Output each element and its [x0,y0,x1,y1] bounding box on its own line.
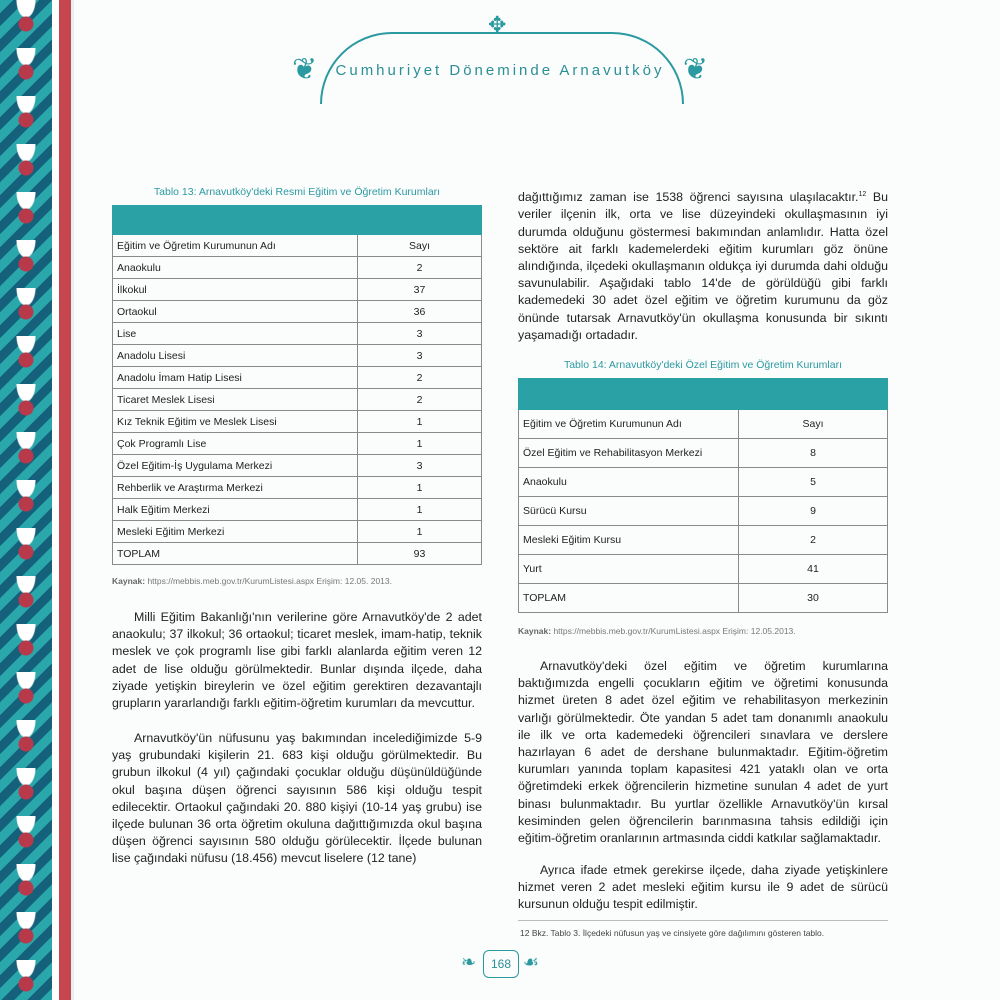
row-name: TOPLAM [113,543,358,565]
footnote-ref: 12 [858,191,867,198]
left-paragraph-1: Milli Eğitim Bakanlığı'nın verilerine göre Arnavutköy'de 2 adet anaokulu; 37 ilkokul; 36 ortaokul; ticaret meslek, imam-hatip, teknik meslek ve çok programlı lise gibi farklı alanlarda eğitim veren 12 adet de lise olduğu görülmektedir. Bunlar dışında ilçede, daha ziyade yetişkin bireylerin ve özel eğitim gerektiren dezavantajlı grupların yararlandığı farklı eğitim-öğretim kurumları da mevcuttur. [112,610,482,711]
page-number-ornament [455,944,545,984]
row-count: 2 [358,389,482,411]
row-count: 2 [358,257,482,279]
table-row [519,468,888,497]
column-header: Sayı [358,235,482,257]
row-count: 1 [358,433,482,455]
source-label: Kaynak: [518,626,552,636]
row-name: Kız Teknik Eğitim ve Meslek Lisesi [113,411,358,433]
right-paragraph-1: Arnavutköy'deki özel eğitim ve öğretim kurumlarına baktığımızda engelli çocukların eğitim ve öğretimi konusunda hizmet üreten 8 adet özel eğitim ve rehabilitasyon merkezinin varlığı görülmektedir. Öte yandan 5 adet tam donanımlı anaokulu ile ilk ve orta kademedeki öğrencileri sınavlara ve derslere hazırlayan 6 adet de dershane bulunmaktadır. Eğitim-öğretim kurumları yanında toplam kapasitesi 421 yataklı olan ve orta öğretimdeki erkek öğrencilerin hizmetine sunulan 4 adet de yurt binası bulunmaktadır. Bu yurtlar özellikle Arnavutköy'ün kırsal kesiminden gelen öğrencilerin barınmasına tahsis edildiği için eğitim-öğretim oranlarının artmasında ciddi katkılar sağlamaktadır. [518,659,888,846]
table13-source [112,576,392,586]
table-total-row [113,543,482,565]
table-row [113,323,482,345]
page-number: 168 [483,950,519,978]
table14 [518,378,888,613]
row-count: 1 [358,521,482,543]
row-name: Çok Programlı Lise [113,433,358,455]
row-name: Halk Eğitim Merkezi [113,499,358,521]
decorative-border-pattern [0,0,52,1000]
row-name: Özel Eğitim ve Rehabilitasyon Merkezi [519,439,739,468]
row-name: Rehberlik ve Araştırma Merkezi [113,477,358,499]
table13-title: Tablo 13: Arnavutköy'deki Resmi Eğitim ve Öğretim Kurumları [153,186,441,198]
table13 [112,205,482,565]
row-count: 93 [358,543,482,565]
row-count: 1 [358,411,482,433]
table-header-band [113,206,482,235]
border-stripe [71,0,74,1000]
row-name: Özel Eğitim-İş Uygulama Merkezi [113,455,358,477]
header-left-ornament-icon: ❦ [292,53,318,86]
table-row [113,455,482,477]
border-stripe-red [59,0,71,1000]
table14-title: Tablo 14: Arnavutköy'deki Özel Eğitim ve Öğretim Kurumları [563,359,843,371]
row-name: Anadolu İmam Hatip Lisesi [113,367,358,389]
row-name: Anadolu Lisesi [113,345,358,367]
page-number-right-ornament-icon: ☙ [522,952,539,972]
row-name: Ticaret Meslek Lisesi [113,389,358,411]
page-number-left-ornament-icon: ❧ [461,952,477,972]
border-stripe [52,0,59,1000]
paragraph-text: Bu veriler ilçenin ilk, orta ve lise düzeyindeki okullaşmasının iyi durumda olduğunu göstermesi bakımından anlamlıdır. Hatta özel sektöre ait farklı kademelerdeki eğitim kurumları göz önüne alındığında, ilçedeki okullaşmanın oldukça iyi durumda dahi olduğu savunulabilir. Aşağıdaki tablo 14'de de görüldüğü gibi farklı kademedeki 30 adet özel eğitim ve öğretim kurumunu da göz önünde tutarsak Arnavutköy'ün okullaşma konusunda bir sıkıntı yaşamadığı ortadadır. [518,190,888,342]
header-top-ornament-icon: ✥ [488,12,507,37]
right-paragraph-0 [518,186,888,344]
table-header-row [519,410,888,439]
row-name: Anaokulu [113,257,358,279]
row-name: TOPLAM [519,584,739,613]
left-paragraph-2: Arnavutköy'ün nüfusunu yaş bakımından incelediğimizde 5-9 yaş grubundaki kişilerin 21. 683 kişi olduğu görülmektedir. Bu grubun ilkokul (4 yıl) çağındaki çocuklar olduğu düşünüldüğünde okul başına düşen öğrenci sayısının 586 kişi olduğu tespit edilecektir. Ortaokul çağındaki 20. 880 kişiyi (10-14 yaş grubu) ise ilçede bulunan 36 orta öğretim okuluna dağıttığımızda okul başına düşen öğrenci sayısının 580 olduğu görülecektir. İlçede bulunan lise çağındaki nüfusu (18.456) mevcut liselere (12 tane) [112,731,482,866]
footnote: 12 Bkz. Tablo 3. İlçedeki nüfusun yaş ve cinsiyete göre dağılımını gösteren tablo. [520,928,825,938]
header-title: Cumhuriyet Döneminde Arnavutköy [335,62,665,79]
row-count: 3 [358,323,482,345]
row-count: 41 [739,555,888,584]
table-row [519,555,888,584]
table-header-band [519,379,888,410]
row-count: 37 [358,279,482,301]
row-name: Sürücü Kursu [519,497,739,526]
column-header: Sayı [739,410,888,439]
header-right-ornament-icon: ❦ [682,53,708,86]
row-name: Ortaokul [113,301,358,323]
right-paragraph-2: Ayrıca ifade etmek gerekirse ilçede, daha ziyade yetişkinlere hizmet veren 2 adet mesleki eğitim kursu ile 9 adet de sürücü kursunun olduğu tespit edilmiştir. [518,863,888,912]
table-row [519,526,888,555]
table-row [113,389,482,411]
row-name: Lise [113,323,358,345]
row-name: İlkokul [113,279,358,301]
table-row [113,521,482,543]
table-row [113,477,482,499]
table-header-row [113,235,482,257]
row-count: 3 [358,345,482,367]
table-row [113,499,482,521]
row-count: 36 [358,301,482,323]
table-row [113,301,482,323]
table-row [519,439,888,468]
table-row [113,279,482,301]
row-count: 1 [358,477,482,499]
table-row [113,257,482,279]
row-count: 2 [358,367,482,389]
table-total-row [519,584,888,613]
table-row [519,497,888,526]
column-header: Eğitim ve Öğretim Kurumunun Adı [113,235,358,257]
table14-source [518,626,796,636]
table-row [113,411,482,433]
source-label: Kaynak: [112,576,146,586]
row-count: 1 [358,499,482,521]
table-row [113,433,482,455]
source-text: https://mebbis.meb.gov.tr/KurumListesi.aspx Erişim: 12.05. 2013. [145,576,393,586]
column-header: Eğitim ve Öğretim Kurumunun Adı [519,410,739,439]
row-count: 8 [739,439,888,468]
row-name: Anaokulu [519,468,739,497]
row-name: Yurt [519,555,739,584]
row-count: 30 [739,584,888,613]
page-header [280,12,720,92]
row-count: 5 [739,468,888,497]
footnote-divider [518,920,888,921]
row-name: Mesleki Eğitim Kursu [519,526,739,555]
source-text: https://mebbis.meb.gov.tr/KurumListesi.aspx Erişim: 12.05.2013. [551,626,796,636]
row-count: 3 [358,455,482,477]
table-row [113,345,482,367]
paragraph-text: dağıttığımız zaman ise 1538 öğrenci sayısına ulaşılacaktır. [518,190,859,205]
table-row [113,367,482,389]
row-count: 9 [739,497,888,526]
row-count: 2 [739,526,888,555]
row-name: Mesleki Eğitim Merkezi [113,521,358,543]
